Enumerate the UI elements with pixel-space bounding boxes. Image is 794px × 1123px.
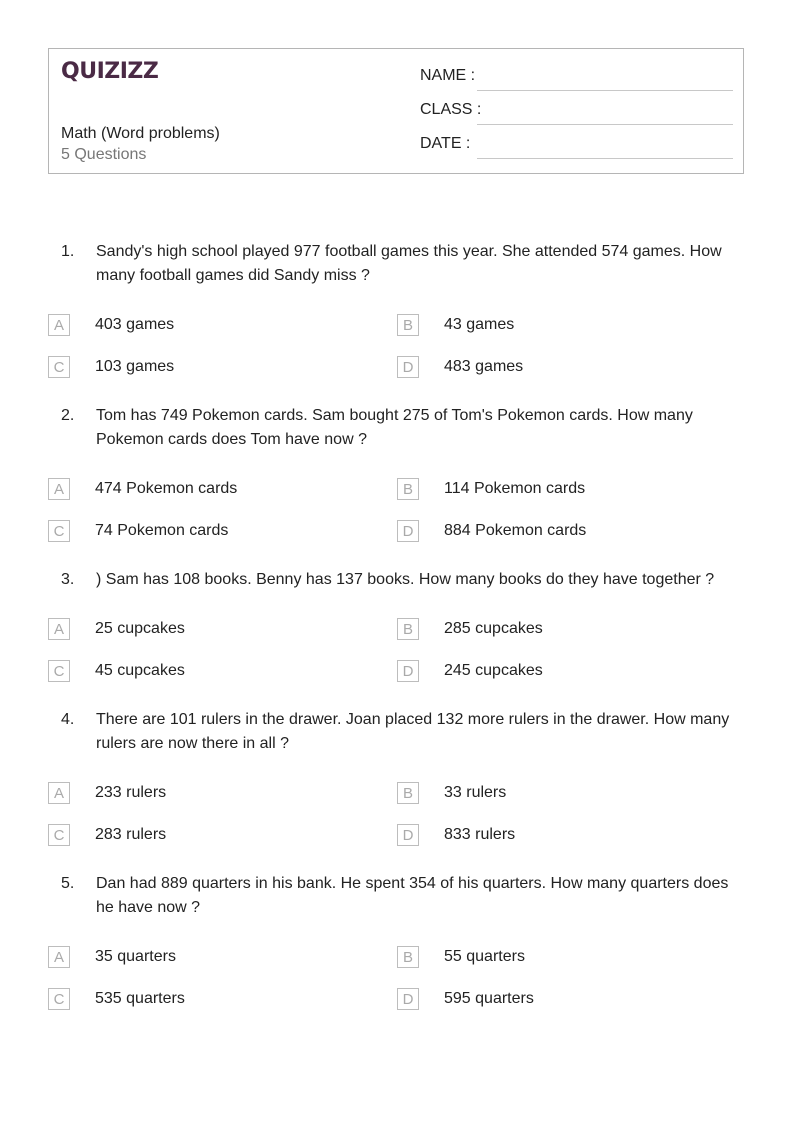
option-text: 474 Pokemon cards	[95, 480, 238, 497]
option-text: 35 quarters	[95, 948, 176, 965]
date-field[interactable]	[420, 135, 733, 159]
question-number: 4.	[61, 711, 75, 728]
question-number: 3.	[61, 571, 75, 588]
question-number: 1.	[61, 243, 75, 260]
option-letter-box[interactable]: B	[397, 946, 419, 968]
option-letter-box[interactable]: B	[397, 782, 419, 804]
answer-options	[48, 304, 744, 388]
option-letter-box[interactable]: D	[397, 520, 419, 542]
answer-option[interactable]	[48, 510, 397, 552]
date-label: DATE :	[420, 135, 471, 152]
answer-option[interactable]	[48, 814, 397, 856]
option-text: 74 Pokemon cards	[95, 522, 229, 539]
option-text: 245 cupcakes	[444, 662, 543, 679]
answer-option[interactable]	[397, 304, 744, 346]
answer-option[interactable]	[48, 608, 397, 650]
answer-option[interactable]	[397, 814, 744, 856]
option-letter-box[interactable]: A	[48, 782, 70, 804]
question-text: Sandy's high school played 977 football games this year. She attended 574 games. How many football games did Sandy miss ?	[96, 243, 722, 284]
option-letter-box[interactable]: C	[48, 988, 70, 1010]
option-letter-box[interactable]: D	[397, 824, 419, 846]
option-text: 483 games	[444, 358, 524, 375]
option-text: 43 games	[444, 316, 515, 333]
name-field[interactable]	[420, 67, 733, 91]
question-text: Dan had 889 quarters in his bank. He spent 354 of his quarters. How many quarters does he have now ?	[96, 875, 729, 916]
answer-option[interactable]	[48, 346, 397, 388]
answer-option[interactable]	[397, 650, 744, 692]
answer-option[interactable]	[48, 304, 397, 346]
option-letter-box[interactable]: D	[397, 660, 419, 682]
option-letter-box[interactable]: C	[48, 520, 70, 542]
option-text: 233 rulers	[95, 784, 167, 801]
question-list	[48, 240, 744, 1036]
question-count: 5 Questions	[61, 146, 147, 163]
worksheet-title: Math (Word problems)	[61, 125, 220, 142]
option-text: 884 Pokemon cards	[444, 522, 587, 539]
option-text: 25 cupcakes	[95, 620, 185, 637]
quizizz-logo: QUIZIZZ	[61, 59, 159, 84]
option-letter-box[interactable]: B	[397, 478, 419, 500]
option-text: 535 quarters	[95, 990, 185, 1007]
answer-option[interactable]	[397, 936, 744, 978]
question	[48, 240, 744, 288]
option-text: 283 rulers	[95, 826, 167, 843]
answer-option[interactable]	[48, 650, 397, 692]
answer-option[interactable]	[397, 978, 744, 1020]
answer-option[interactable]	[48, 936, 397, 978]
question	[48, 872, 744, 920]
option-letter-box[interactable]: A	[48, 946, 70, 968]
answer-option[interactable]	[397, 608, 744, 650]
option-letter-box[interactable]: A	[48, 478, 70, 500]
option-letter-box[interactable]: C	[48, 824, 70, 846]
option-text: 595 quarters	[444, 990, 534, 1007]
option-text: 114 Pokemon cards	[444, 480, 586, 497]
question	[48, 568, 744, 592]
answer-option[interactable]	[48, 772, 397, 814]
answer-option[interactable]	[397, 510, 744, 552]
class-field[interactable]	[420, 101, 733, 125]
option-letter-box[interactable]: C	[48, 660, 70, 682]
name-label: NAME :	[420, 67, 476, 84]
option-text: 55 quarters	[444, 948, 525, 965]
name-line[interactable]	[477, 90, 733, 91]
question-number: 5.	[61, 875, 75, 892]
option-letter-box[interactable]: D	[397, 356, 419, 378]
class-line[interactable]	[477, 124, 733, 125]
option-text: 833 rulers	[444, 826, 516, 843]
answer-option[interactable]	[48, 978, 397, 1020]
question	[48, 404, 744, 452]
answer-options	[48, 772, 744, 856]
option-text: 403 games	[95, 316, 175, 333]
answer-options	[48, 608, 744, 692]
option-letter-box[interactable]: A	[48, 314, 70, 336]
option-letter-box[interactable]: B	[397, 618, 419, 640]
answer-option[interactable]	[397, 346, 744, 388]
question-text: There are 101 rulers in the drawer. Joan placed 132 more rulers in the drawer. How many rulers are now there in all ?	[96, 711, 730, 752]
answer-options	[48, 468, 744, 552]
option-letter-box[interactable]: D	[397, 988, 419, 1010]
question-text: Tom has 749 Pokemon cards. Sam bought 275 of Tom's Pokemon cards. How many Pokemon cards does Tom have now ?	[96, 407, 693, 448]
question-number: 2.	[61, 407, 75, 424]
option-text: 45 cupcakes	[95, 662, 185, 679]
worksheet-header	[48, 48, 744, 174]
option-letter-box[interactable]: C	[48, 356, 70, 378]
question	[48, 708, 744, 756]
option-text: 103 games	[95, 358, 175, 375]
date-line[interactable]	[477, 158, 733, 159]
answer-options	[48, 936, 744, 1020]
option-letter-box[interactable]: B	[397, 314, 419, 336]
option-text: 285 cupcakes	[444, 620, 543, 637]
question-text: ) Sam has 108 books. Benny has 137 books. How many books do they have together ?	[96, 571, 715, 588]
answer-option[interactable]	[397, 772, 744, 814]
option-letter-box[interactable]: A	[48, 618, 70, 640]
option-text: 33 rulers	[444, 784, 507, 801]
class-label: CLASS :	[420, 101, 482, 118]
answer-option[interactable]	[48, 468, 397, 510]
answer-option[interactable]	[397, 468, 744, 510]
